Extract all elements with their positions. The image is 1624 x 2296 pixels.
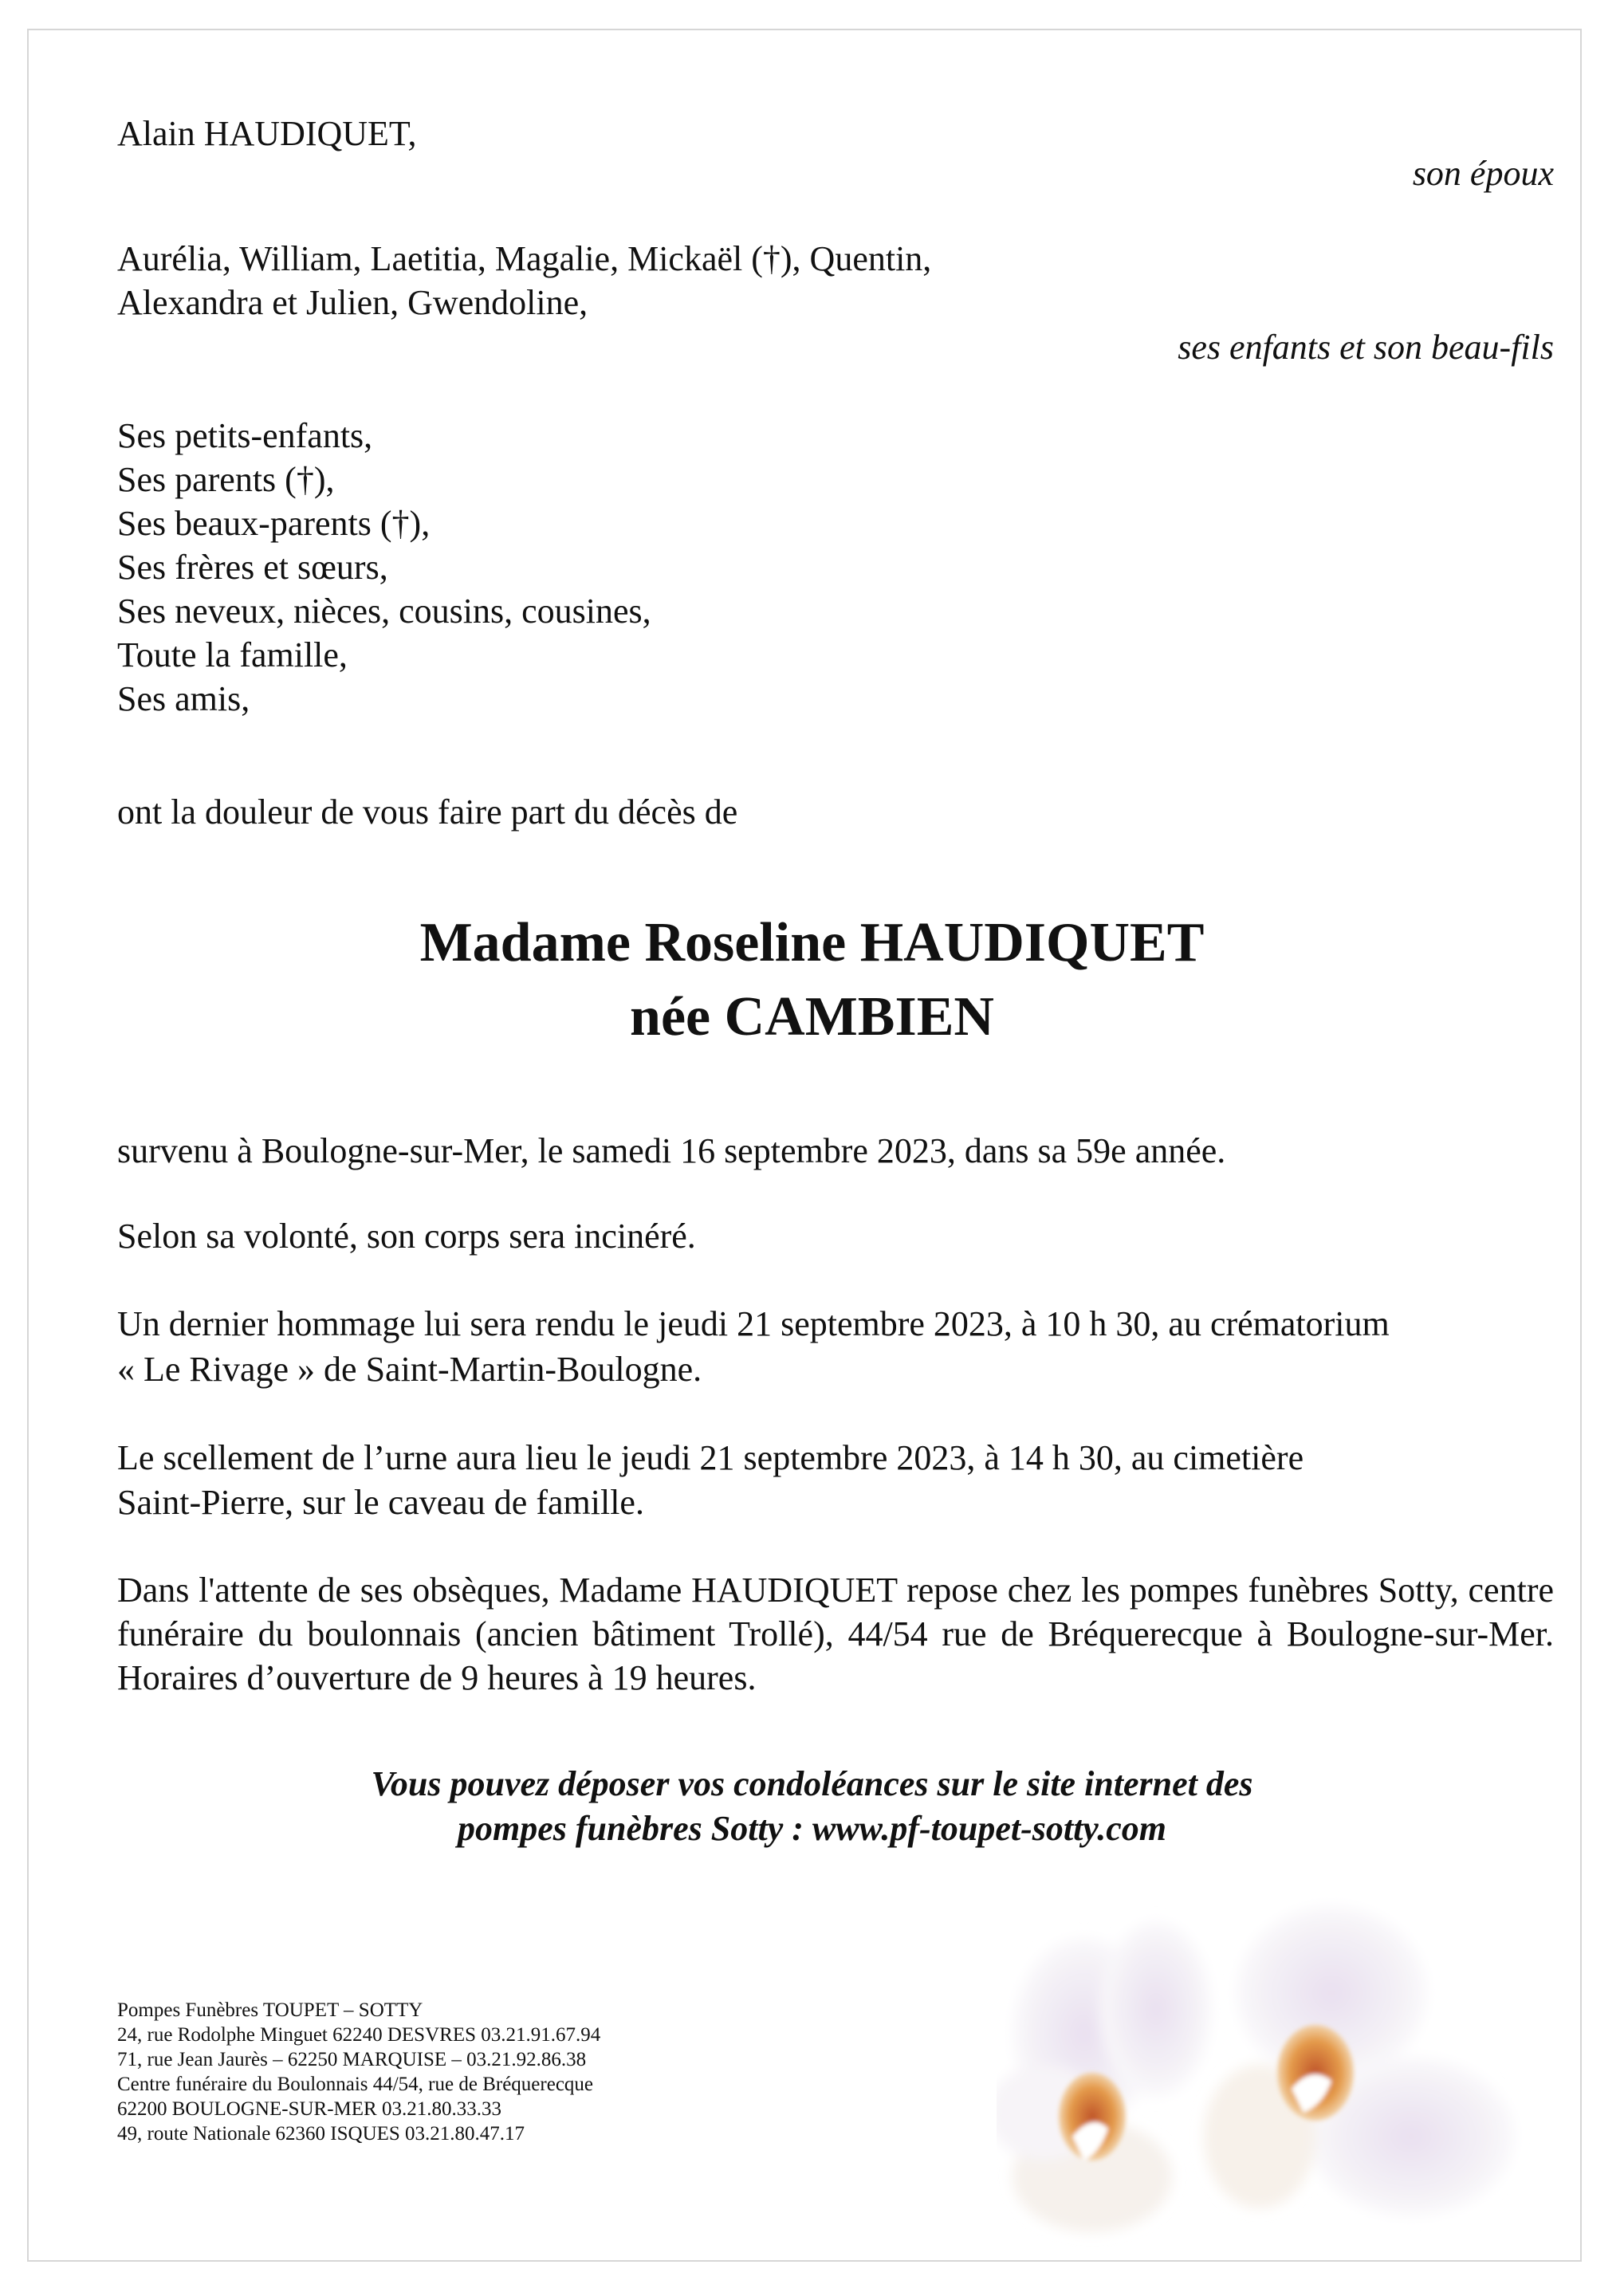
condolences-website-link[interactable]: www.pf-toupet-sotty.com [812,1809,1166,1848]
condolences-line-1: Vous pouvez déposer vos condoléances sur le site internet des [371,1764,1253,1803]
family-list-item: Ses frères et sœurs, [117,548,388,587]
family-list-item: Ses neveux, nièces, cousins, cousines, [117,592,651,631]
footer-line: 49, route Nationale 62360 ISQUES 03.21.80.47.17 [117,2123,525,2145]
family-list-item: Ses parents (†), [117,460,335,499]
footer-line: Centre funéraire du Boulonnais 44/54, rue de Bréquerecque [117,2074,594,2095]
spouse-relation: son époux [1412,154,1554,193]
children-relation: ses enfants et son beau-fils [1178,328,1554,367]
footer-line: 71, rue Jean Jaurès – 62250 MARQUISE – 03.21.92.86.38 [117,2049,587,2070]
tribute-line-2: « Le Rivage » de Saint-Martin-Boulogne. [117,1350,702,1389]
condolences-prefix: pompes funèbres Sotty : [458,1809,812,1848]
tribute-line-1: Un dernier hommage lui sera rendu le jeudi 21 septembre 2023, à 10 h 30, au crématorium [117,1304,1390,1343]
children-line-2: Alexandra et Julien, Gwendoline, [117,283,588,322]
footer-line: Pompes Funèbres TOUPET – SOTTY [117,1999,423,2021]
condolences-line-2 [0,1807,1624,1851]
urn-line-1: Le scellement de l’urne aura lieu le jeudi 21 septembre 2023, à 14 h 30, au cimetière [117,1438,1304,1477]
deceased-maiden-name: née CAMBIEN [630,986,994,1048]
children-line-1: Aurélia, William, Laetitia, Magalie, Mickaël (†), Quentin, [117,239,932,278]
orchid-flower-right [1204,1905,1515,2216]
orchid-center-left [1059,2073,1126,2160]
family-list-item: Ses beaux-parents (†), [117,504,431,543]
footer-line: 62200 BOULOGNE-SUR-MER 03.21.80.33.33 [117,2098,501,2120]
orchids-illustration [997,1873,1582,2260]
family-list-item: Toute la famille, [117,635,348,674]
deceased-name: Madame Roseline HAUDIQUET [419,912,1205,973]
urn-line-2: Saint-Pierre, sur le caveau de famille. [117,1483,644,1522]
funeral-home-address-block [117,1998,600,2146]
announcement-intro: ont la douleur de vous faire part du décès de [117,792,738,832]
family-list-item: Ses amis, [117,679,250,718]
family-list-item: Ses petits-enfants, [117,416,373,455]
death-paragraph: survenu à Boulogne-sur-Mer, le samedi 16 septembre 2023, dans sa 59e année. [117,1131,1226,1170]
footer-line: 24, rue Rodolphe Minguet 62240 DESVRES 03.21.91.67.94 [117,2024,601,2046]
cremation-paragraph: Selon sa volonté, son corps sera incinéré. [117,1217,696,1256]
spouse-name: Alain HAUDIQUET, [117,114,417,153]
repose-paragraph: Dans l'attente de ses obsèques, Madame HAUDIQUET repose chez les pompes funèbres Sotty, centre funéraire du boulonnais (ancien bâtiment Trollé), 44/54 rue de Bréquerecque à Boulogne-sur-Mer. Horaires d’ouverture de 9 heures à 19 heures. [117,1571,1554,1697]
orchid-center-right [1277,2025,1354,2121]
